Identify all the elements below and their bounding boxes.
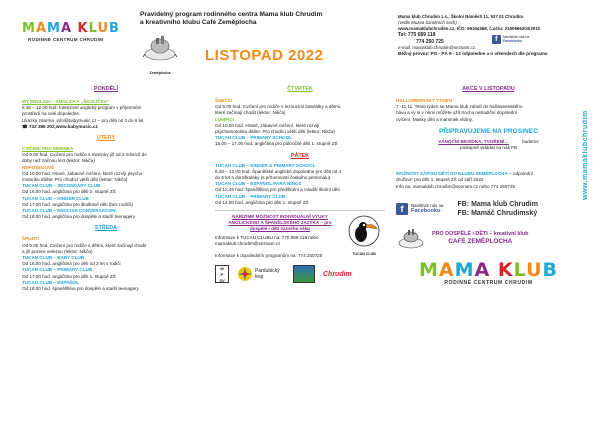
column-events [396, 86, 581, 286]
contact-tel1: Tel: 775 689 118 [398, 32, 436, 38]
program-cviceni-miminka-l2: doby než začnou lézt (lektor: Nikča) [22, 158, 95, 164]
event-halloween-l3: cvičení. Masky děti a maminek vítány. [396, 116, 474, 122]
adults-kids-line: PRO DOSPĚLÉ i DĚTI – kreativní klub [432, 231, 529, 238]
program-my-english-l1: 8.30 – 12.00 hod. Intenzivní anglický program v příjemném [22, 105, 142, 111]
cafe-label: Zeměplocha [149, 71, 171, 75]
day-friday-heading: PÁTEK [290, 152, 310, 159]
program-snecci-l2: které začínají chodit (lektor: Nikča) [215, 110, 286, 116]
vertical-url: www.mamaklubchrudim [582, 110, 589, 200]
promo-line2: ANGLICKÉHO A ŠPANĚLSKÉHO JAZYKA – pro [228, 220, 332, 226]
facebook-icon: f [492, 35, 501, 44]
program-cviceni-miminka-title: CVIČENÍ PRO MIMINKA [22, 146, 74, 152]
column-thursday-friday [215, 86, 385, 283]
christmas-event-title: VÁNOČNÍ BESÍDKA, TVOŘENÍ… [438, 138, 509, 144]
tucan-label: TUCAN CLUB [352, 252, 376, 257]
program-snecci-l1: Od 9.00 hod. Cvičení pro rodiče s lezoucími batolátky a dětmi, [215, 104, 342, 110]
mpsv-logo: M P SV [215, 265, 229, 283]
program-lumpici-title: LUMPÍCI [215, 116, 234, 122]
cafe-promo [396, 226, 581, 252]
fb-badge-small[interactable] [492, 33, 530, 45]
promo-line3: dospělé i děti různého věku [249, 226, 311, 232]
program-lumpici-l2: psychomotoriku dítěte. Pro chodící větší děti (lektor: Nikča) [215, 129, 335, 135]
program-primary-club-fri-line: Od 14.00 hod. angličtina pro děti 1. stupně ZŠ [215, 199, 309, 205]
program-primary-club-fri-title: TUCAN CLUB – PRIMARY CLUB [215, 193, 286, 199]
program-neposedove-title: NEPOSEDOVÉ [22, 164, 55, 170]
program-secondary-club-title: TUCAN CLUB – SECONDARY CLUB [22, 183, 101, 189]
program-my-english-l3: Ukázka zdarma. info@babymusic.cz – pro děti od 3 do 6 let. [22, 117, 145, 123]
facebook-large-icon: f [396, 203, 408, 215]
logo-subtitle: RODINNÉ CENTRUM CHRUDIM [28, 37, 104, 42]
program-cviceni-miminka-l1: Od 9.00 hod. Cvičení pro rodiče s miminky již od 3 měsíců do [22, 152, 147, 158]
header-title [140, 11, 400, 27]
logo-title: MAMA KLUB [22, 21, 120, 36]
day-monday-heading: PONDĚLÍ [94, 86, 118, 92]
events-heading: AKCE V LISTOPADU [462, 86, 515, 92]
sponsors-row [215, 265, 385, 283]
day-wednesday-heading: STŘEDA [94, 225, 118, 232]
program-baby-club-title: TUCAN CLUB – BABY CLUB [22, 255, 85, 261]
program-english-conversation-line: Od 18.00 hod. angličtina pro dospělé a starší teenagery [22, 214, 136, 220]
program-snecci-title: ŠNEČCI [215, 98, 233, 103]
contact-block [398, 14, 593, 57]
preparing-heading: PŘIPRAVUJEME NA PROSINEC [439, 127, 538, 135]
enrollment-title: MOŽNOST ZÁPISU DĚTÍ DO KLUBU ZEMĚPLOCHA [396, 171, 508, 177]
tucan-logo [345, 214, 383, 259]
program-kinder-primary-title: TUCAN CLUB – KINDER & PRIMARY SCHOOL [215, 162, 316, 168]
program-kinder-club-title: TUCAN CLUB – KINDER CLUB [22, 195, 89, 201]
christmas-event-tail: budeme [522, 138, 539, 144]
program-espanol-ninos-title: TUCAN CLUB – ESPAÑOL PARA NIÑOS [215, 181, 302, 187]
kraj-emblem-icon [237, 266, 253, 282]
enrollment-tail: – odpolední [507, 171, 534, 177]
program-espanol-ninos-line: Od 12.45 hod. španělština pro předškolní a mladší školní děti [215, 187, 340, 193]
christmas-event-line2: postupně vkládat na náš FB [460, 145, 517, 151]
contact-address: Mama klub Chrudim z.s., Školní Náměstí 11, 537 01 Chrudim [398, 14, 524, 19]
header-title-line2: a kreativního klubu Café Zeměplocha [140, 19, 257, 26]
cafe-name-line: CAFÉ ZEMĚPLOCHA [448, 238, 513, 246]
fb-badge-large[interactable] [396, 203, 443, 215]
city-emblem-logo [293, 265, 315, 283]
header-title-line1: Pravidelný program rodinného centra Mama klub Chrudim [140, 11, 323, 18]
toucan-icon [347, 214, 381, 248]
contact-email: e-mail: mamaklub.chrudim@seznam.cz [398, 45, 475, 51]
program-spunti-l1: Od 9.00 hod. Cvičení pro rodiče s dětmi, které začínají chodit [22, 242, 147, 248]
turtle-icon [140, 30, 180, 70]
day-thursday-heading: ČTVRTEK [287, 86, 313, 92]
turtle-large-icon [396, 226, 426, 252]
facebook-row [396, 200, 581, 218]
program-english-conversation-title: TUCAN CLUB – ENGLISH CONVERSATION [22, 208, 116, 214]
program-secondary-club-line: Od 16.00 hod. angličtina pro děti 2. stupně ZŠ [22, 189, 116, 195]
fb-page-mamac[interactable]: FB: Mamáč Chrudimský [457, 209, 538, 217]
event-halloween-title: HALLOWEENSKÝ TÝDEN [396, 98, 452, 103]
program-lumpici-l1: Od 10.00 hod. Hravé, zábavné cvičení, které rozvíjí [215, 122, 320, 128]
program-spunti-l2: a jiš pozere nelezou (lektor: Nikča) [22, 248, 93, 254]
day-tuesday-heading: ÚTERÝ [96, 135, 116, 142]
fb-small-brand: Facebooku [502, 39, 522, 44]
month-title: LISTOPAD 2022 [205, 47, 324, 64]
program-my-english-l2: prostředí na celé dopoledne. [22, 111, 81, 117]
program-kinder-primary-l2: do 6 let a domškoláky (s přítomností českého personálu). [215, 175, 332, 181]
enrollment-l1: družina* pro děti 1. stupně ZŠ od září 2022 [396, 177, 484, 183]
fb-small-label: Navštivte nás na [502, 34, 530, 39]
event-halloween-l2: hávu a vy si v němi můžete užít trochu netradiční dopolední [396, 110, 518, 116]
program-espanol-line: Od 18.00 hod. španělština pro dospělé a starší teenagery [22, 286, 139, 292]
program-neposedove-l1: Od 10.00 hod. Hravé, zábavné cvičení, které rozvíjí psycho- [22, 170, 144, 176]
program-spunti-title: ŠPUNTI [22, 236, 39, 242]
chrudim-logo: Chrudim [323, 270, 352, 278]
program-my-english-l4: ☎ 732 385 202,www.babymusic.cz [22, 123, 98, 129]
contact-hours: Běžný provoz: PO - PÁ 9 - 12 odpoledne a o víkendech dle programu [398, 51, 548, 57]
fb-big-label: Navštivte nás na [411, 203, 444, 209]
contact-address-note: (vedle Muzea barokních soch) [398, 20, 457, 25]
program-primary-school-thu-title: TUCAN CLUB – PRIMARY SCHOOL [215, 135, 293, 141]
pardubicky-kraj-logo [237, 266, 285, 282]
program-primary-club-wed-line: Od 17.00 hod. angličtina pro děti 1. stupně ZŠ [22, 273, 116, 279]
program-baby-club-line: Od 16.00 hod. angličtina pro děti od 2 let s rodiči [22, 261, 121, 267]
promo-info-l2: mamaklub.chrudim@seznam.cz [215, 240, 281, 246]
program-neposedove-l2: motoriku dítěte. Pro chodící větší děti (lektor: Nikča) [22, 177, 128, 183]
contact-tel2: 774 250 725 [416, 38, 444, 45]
promo-info-l1: Informace k TUCAN CLUBU na: 775 689 118 nebo [215, 234, 319, 240]
enrollment-l2: Info na: mamaklub.chrudim@seznam.cz nebo 774 250725 [396, 183, 516, 189]
program-my-english-title: MY ENGLISH – ANGLICKÁ „ŠKOLIČKA" [22, 99, 110, 104]
big-logo [396, 260, 581, 286]
program-kinder-club-line: Od 17.00 hod. angličtina pro školkové děti (bez rodičů) [22, 201, 134, 207]
program-primary-school-thu-line: 15.00 – 17.00 hod. angličtina pro pokročilé děti 1. stupně ZŠ [215, 141, 338, 147]
program-kinder-primary-l1: 8.30 – 12.00 hod. Španělské anglické dopoledne pro děti od 4 [215, 168, 342, 174]
program-primary-club-wed-title: TUCAN CLUB – PRIMARY CLUB [22, 267, 93, 273]
program-espanol-title: TUCAN CLUB – ESPAÑOL [22, 279, 80, 285]
fb-page-mama-klub[interactable]: FB: Mama klub Chrudim [457, 200, 538, 208]
big-logo-subtitle: RODINNÉ CENTRUM CHRUDIM [444, 279, 533, 286]
event-halloween-l1: 7.-11.11. Tento týden se Mama klub zahalí do halloweenského [396, 104, 523, 110]
contact-web-ico: www.mamaklubchrudim.cz, IČO: 69154368, č.účtu: 2100666204/2010 [398, 26, 541, 31]
promo-line1: NABÍZÍME MOŽNOST INDIVIDUÁLNÍ VÝUKY [232, 214, 328, 220]
big-logo-title: MAMA KLUB [419, 258, 558, 281]
logo-block [22, 22, 132, 42]
fb-big-brand: Facebooku [411, 207, 441, 214]
promo-info-l4: Informace k dopoledním programům na: 774 250725 [215, 253, 323, 259]
cafe-logo [140, 30, 180, 75]
column-monday-wednesday [22, 86, 190, 292]
kraj-label: Pardubický kraj [255, 268, 280, 281]
